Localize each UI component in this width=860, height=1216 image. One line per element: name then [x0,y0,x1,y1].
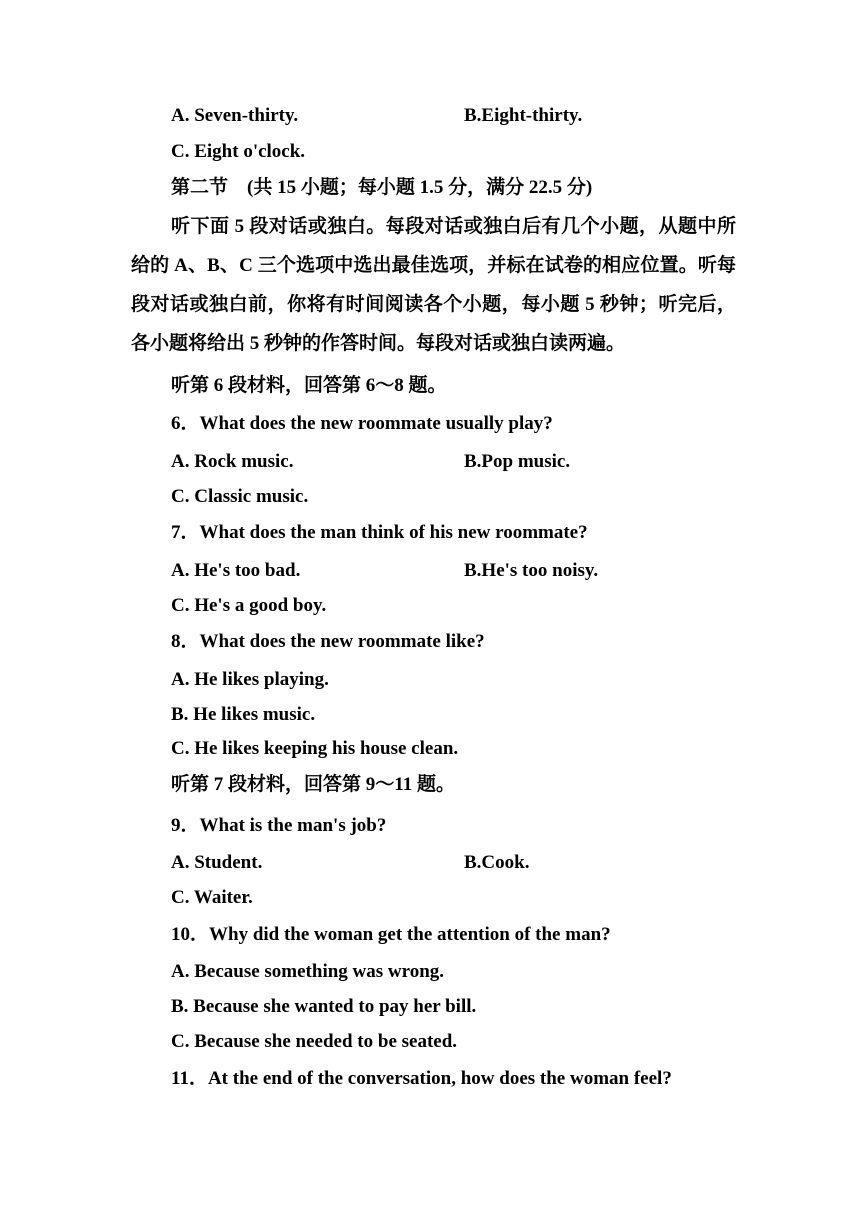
q7-option-a: A. He's too bad. [171,560,301,581]
section-header: 第二节 (共 15 小题；每小题 1.5 分，满分 22.5 分) [171,177,593,198]
q8-option-b: B. He likes music. [171,704,316,725]
prev-option-c: C. Eight o'clock. [171,141,306,162]
q11-stem: 11．At the end of the conversation, how does the woman feel? [171,1068,672,1089]
prev-option-b: B.Eight-thirty. [464,105,583,126]
q7-stem: 7．What does the man think of his new roommate? [171,522,588,543]
passage6-intro: 听第 6 段材料，回答第 6～8 题。 [171,375,447,396]
q6-option-c: C. Classic music. [171,486,309,507]
q8-option-c: C. He likes keeping his house clean. [171,738,459,759]
q8-stem: 8．What does the new roommate like? [171,631,485,652]
q6-stem: 6．What does the new roommate usually play? [171,413,553,434]
q10-option-c: C. Because she needed to be seated. [171,1031,458,1052]
q9-stem: 9．What is the man's job? [171,815,387,836]
q10-stem: 10．Why did the woman get the attention of the man? [171,924,611,945]
q9-option-a: A. Student. [171,852,263,873]
q8-option-a: A. He likes playing. [171,669,329,690]
q7-option-c: C. He's a good boy. [171,595,327,616]
q9-option-c: C. Waiter. [171,887,253,908]
passage7-intro: 听第 7 段材料，回答第 9～11 题。 [171,774,455,795]
q10-option-b: B. Because she wanted to pay her bill. [171,996,477,1017]
q9-option-b: B.Cook. [464,852,530,873]
instructions-paragraph: 听下面 5 段对话或独白。每段对话或独白后有几个小题，从题中所给的 A、B、C 三个选项中选出最佳选项，并标在试卷的相应位置。听每段对话或独白前，你将有时间阅读各个小题，每小题 5 秒钟；听完后，各小题将给出 5 秒钟的作答时间。每段对话或独白读两遍。 [131,216,736,354]
prev-option-a: A. Seven-thirty. [171,105,299,126]
q7-option-b: B.He's too noisy. [464,560,599,581]
q10-option-a: A. Because something was wrong. [171,961,445,982]
q6-option-a: A. Rock music. [171,451,294,472]
q6-option-b: B.Pop music. [464,451,571,472]
